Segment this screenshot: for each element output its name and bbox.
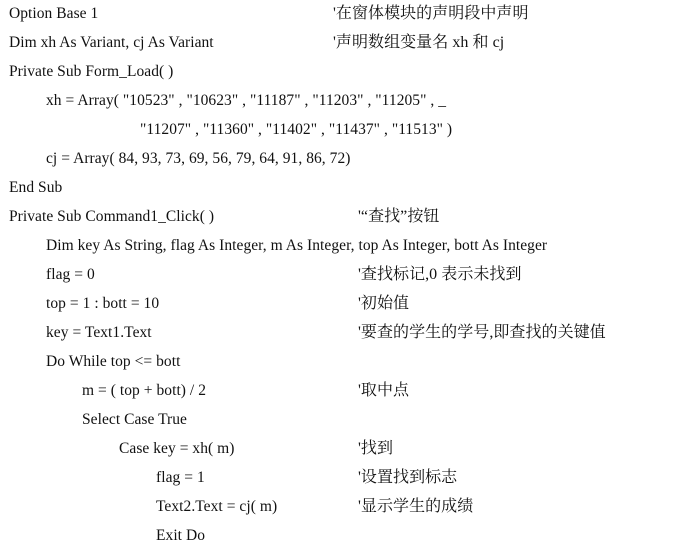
code-line [0, 2, 687, 31]
code-line [0, 524, 687, 553]
code-comment: '在窗体模块的声明段中声明 [333, 5, 529, 22]
code-comment: '取中点 [358, 382, 410, 399]
code-text: m = ( top + bott) / 2 [82, 382, 207, 399]
code-text: top = 1 : bott = 10 [46, 295, 160, 312]
code-text: flag = 1 [156, 469, 205, 486]
code-comment: '要查的学生的学号,即查找的关键值 [358, 324, 606, 341]
code-line [0, 205, 687, 234]
code-line [0, 437, 687, 466]
code-line [0, 408, 687, 437]
code-line [0, 321, 687, 350]
code-line [0, 31, 687, 60]
code-text: cj = Array( 84, 93, 73, 69, 56, 79, 64, 91, 86, 72) [46, 150, 351, 167]
code-line [0, 147, 687, 176]
code-text: key = Text1.Text [46, 324, 152, 341]
code-text: Text2.Text = cj( m) [156, 498, 278, 515]
code-line [0, 89, 687, 118]
code-text: Private Sub Command1_Click( ) [9, 208, 215, 225]
code-line [0, 263, 687, 292]
code-line [0, 176, 687, 205]
code-text: Dim xh As Variant, cj As Variant [9, 34, 214, 51]
code-text: Do While top <= bott [46, 353, 181, 370]
code-text: "11207" , "11360" , "11402" , "11437" , "11513" ) [140, 121, 453, 138]
code-line [0, 350, 687, 379]
code-line [0, 60, 687, 89]
code-comment: '设置找到标志 [358, 469, 458, 486]
code-line [0, 118, 687, 147]
code-line [0, 292, 687, 321]
code-comment: '“查找”按钮 [358, 208, 440, 225]
code-comment: '显示学生的成绩 [358, 498, 474, 515]
code-line [0, 379, 687, 408]
code-comment: '声明数组变量名 xh 和 cj [333, 34, 505, 51]
code-text: Option Base 1 [9, 5, 99, 22]
code-text: Case key = xh( m) [119, 440, 235, 457]
code-text: Exit Do [156, 527, 205, 544]
code-text: Private Sub Form_Load( ) [9, 63, 174, 80]
code-text: flag = 0 [46, 266, 95, 283]
code-line [0, 234, 687, 263]
code-comment: '初始值 [358, 295, 410, 312]
code-line [0, 495, 687, 524]
code-line [0, 466, 687, 495]
code-comment: '找到 [358, 440, 394, 457]
code-text: xh = Array( "10523" , "10623" , "11187" , "11203" , "11205" , _ [46, 92, 447, 109]
code-text: End Sub [9, 179, 63, 196]
code-comment: '查找标记,0 表示未找到 [358, 266, 522, 283]
code-text: Dim key As String, flag As Integer, m As Integer, top As Integer, bott As Integer [46, 237, 548, 254]
code-text: Select Case True [82, 411, 187, 428]
